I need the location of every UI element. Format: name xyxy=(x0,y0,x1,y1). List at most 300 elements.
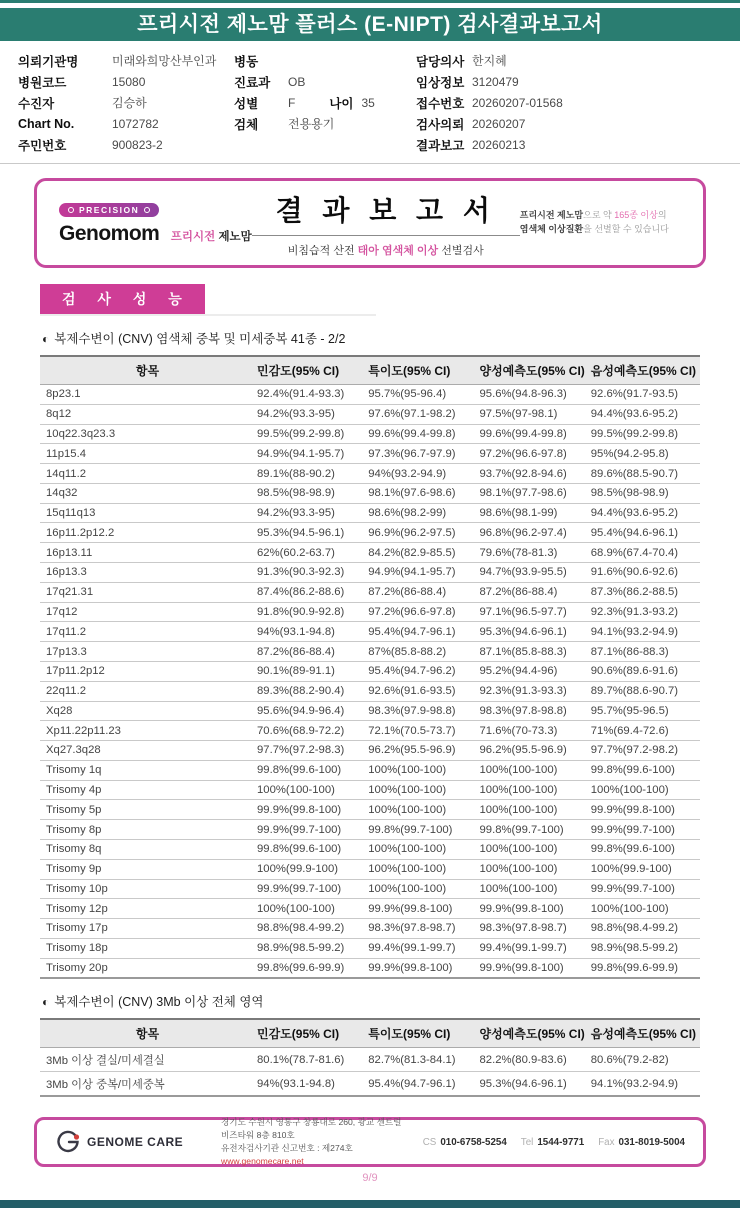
section-title-test-performance: 검 사 성 능 xyxy=(40,284,205,314)
info-row xyxy=(416,113,740,134)
value-cell: 97.2%(96.6-97.8) xyxy=(366,602,477,622)
value-cell: 70.6%(68.9-72.2) xyxy=(255,721,366,741)
value-cell: 98.9%(98.5-99.2) xyxy=(255,938,366,958)
value-cell: 94.1%(93.2-94.9) xyxy=(589,622,700,642)
value-cell: 100%(100-100) xyxy=(366,800,477,820)
note-text: 을 선별할 수 있습니다 xyxy=(583,224,669,234)
column-header: 양성예측도(95% CI) xyxy=(478,356,589,385)
item-cell: Trisomy 9p xyxy=(40,859,255,879)
subsection-text: 복제수변이 (CNV) 3Mb 이상 전체 영역 xyxy=(54,995,264,1010)
value-cell: 100%(100-100) xyxy=(366,879,477,899)
item-cell: 16p13.3 xyxy=(40,563,255,583)
info-row xyxy=(18,113,234,134)
value-cell: 84.2%(82.9-85.5) xyxy=(366,543,477,563)
value-cell: 98.3%(97.8-98.8) xyxy=(478,701,589,721)
value-cell: 100%(100-100) xyxy=(589,899,700,919)
patient-info-col-middle xyxy=(234,50,416,155)
item-cell: 22q11.2 xyxy=(40,681,255,701)
contact-label: Tel xyxy=(520,1136,534,1148)
value-cell: 100%(100-100) xyxy=(255,899,366,919)
value-cell: 99.9%(99.7-100) xyxy=(589,879,700,899)
value-cell: 97.5%(97-98.1) xyxy=(478,404,589,424)
item-cell: 14q32 xyxy=(40,483,255,503)
table-row xyxy=(40,681,700,701)
value-cell: 91.6%(90.6-92.6) xyxy=(589,563,700,583)
subtitle-text: 비침습적 산전 xyxy=(287,244,358,257)
field-value: 20260207-01568 xyxy=(472,95,563,110)
value-cell: 98.3%(97.9-98.8) xyxy=(366,701,477,721)
item-cell: 15q11q13 xyxy=(40,503,255,523)
value-cell: 87.1%(85.8-88.3) xyxy=(478,642,589,662)
item-cell: Trisomy 20p xyxy=(40,958,255,978)
column-header: 특이도(95% CI) xyxy=(366,1019,477,1048)
table-row xyxy=(40,958,700,978)
value-cell: 82.7%(81.3-84.1) xyxy=(366,1048,477,1072)
value-cell: 97.2%(96.6-97.8) xyxy=(478,444,589,464)
value-cell: 95.4%(94.7-96.2) xyxy=(366,661,477,681)
dot-icon xyxy=(68,207,74,213)
section-tab-strip xyxy=(40,284,376,316)
field-value: 900823-2 xyxy=(112,137,163,152)
subtitle-text: 선별검사 xyxy=(438,244,484,257)
value-cell: 72.1%(70.5-73.7) xyxy=(366,721,477,741)
table-row xyxy=(40,721,700,741)
table-row xyxy=(40,919,700,939)
field-value: 15080 xyxy=(112,74,146,89)
value-cell: 97.7%(97.2-98.2) xyxy=(589,741,700,761)
report-banner-subtitle xyxy=(252,235,520,258)
item-cell: 17p11.2p12 xyxy=(40,661,255,681)
column-header: 음성예측도(95% CI) xyxy=(589,1019,700,1048)
value-cell: 93.7%(92.8-94.6) xyxy=(478,464,589,484)
table-row xyxy=(40,741,700,761)
value-cell: 95.6%(94.8-96.3) xyxy=(478,385,589,405)
item-cell: Trisomy 5p xyxy=(40,800,255,820)
value-cell: 92.6%(91.6-93.5) xyxy=(366,681,477,701)
precision-badge-label: PRECISION xyxy=(79,205,140,215)
value-cell: 99.4%(99.1-99.7) xyxy=(478,938,589,958)
column-header: 항목 xyxy=(40,356,255,385)
field-value: 1072782 xyxy=(112,116,159,131)
item-cell: Trisomy 1q xyxy=(40,760,255,780)
info-row xyxy=(18,134,234,155)
value-cell: 62%(60.2-63.7) xyxy=(255,543,366,563)
patient-info-col-right xyxy=(416,50,740,155)
table-row xyxy=(40,582,700,602)
field-value: 한지혜 xyxy=(472,54,507,68)
value-cell: 94%(93.1-94.8) xyxy=(255,1072,366,1096)
value-cell: 99.9%(99.8-100) xyxy=(589,800,700,820)
field-label: 나이 xyxy=(329,96,354,111)
value-cell: 92.4%(91.4-93.3) xyxy=(255,385,366,405)
value-cell: 94.2%(93.3-95) xyxy=(255,503,366,523)
table-row xyxy=(40,622,700,642)
item-cell: Trisomy 17p xyxy=(40,919,255,939)
field-label: 결과보고 xyxy=(416,138,465,153)
value-cell: 90.6%(89.6-91.6) xyxy=(589,661,700,681)
value-cell: 94%(93.1-94.8) xyxy=(255,622,366,642)
note-bold: 염색체 이상질환 xyxy=(519,224,584,234)
item-cell: Trisomy 8q xyxy=(40,839,255,859)
value-cell: 99.8%(99.6-100) xyxy=(255,760,366,780)
value-cell: 100%(100-100) xyxy=(255,780,366,800)
table-row xyxy=(40,503,700,523)
value-cell: 100%(100-100) xyxy=(366,780,477,800)
value-cell: 99.5%(99.2-99.8) xyxy=(255,424,366,444)
table-row xyxy=(40,642,700,662)
field-value: 김승하 xyxy=(112,96,147,110)
item-cell: 8q12 xyxy=(40,404,255,424)
value-cell: 96.2%(95.5-96.9) xyxy=(478,741,589,761)
table-row xyxy=(40,404,700,424)
contact-value: 010-6758-5254 xyxy=(440,1136,507,1148)
contact-value: 031-8019-5004 xyxy=(618,1136,685,1148)
value-cell: 99.6%(99.4-99.8) xyxy=(478,424,589,444)
table-row xyxy=(40,701,700,721)
column-header: 민감도(95% CI) xyxy=(255,1019,366,1048)
value-cell: 87.2%(86-88.4) xyxy=(478,582,589,602)
value-cell: 99.5%(99.2-99.8) xyxy=(589,424,700,444)
value-cell: 100%(100-100) xyxy=(366,859,477,879)
patient-info-col-left xyxy=(18,50,234,155)
item-cell: Trisomy 4p xyxy=(40,780,255,800)
value-cell: 100%(100-100) xyxy=(478,839,589,859)
value-cell: 98.3%(97.8-98.7) xyxy=(366,919,477,939)
note-accent: 165종 이상 xyxy=(614,210,658,221)
value-cell: 89.7%(88.6-90.7) xyxy=(589,681,700,701)
precision-badge xyxy=(59,203,159,217)
item-cell: Trisomy 10p xyxy=(40,879,255,899)
value-cell: 99.9%(99.8-100) xyxy=(366,899,477,919)
value-cell: 99.4%(99.1-99.7) xyxy=(366,938,477,958)
column-header: 특이도(95% CI) xyxy=(366,356,477,385)
field-label: 검체 xyxy=(234,117,259,132)
item-cell: Xp11.22p11.23 xyxy=(40,721,255,741)
field-label: 병원코드 xyxy=(18,75,67,90)
value-cell: 100%(100-100) xyxy=(366,760,477,780)
genome-care-logo-icon xyxy=(55,1129,81,1155)
value-cell: 98.9%(98.5-99.2) xyxy=(589,938,700,958)
value-cell: 89.6%(88.5-90.7) xyxy=(589,464,700,484)
field-label: 수진자 xyxy=(18,96,55,111)
value-cell: 100%(100-100) xyxy=(478,879,589,899)
note-bold: 프리시전 제노맘 xyxy=(519,210,584,221)
value-cell: 71.6%(70-73.3) xyxy=(478,721,589,741)
value-cell: 94.7%(93.9-95.5) xyxy=(478,563,589,583)
value-cell: 100%(100-100) xyxy=(478,800,589,820)
value-cell: 80.6%(79.2-82) xyxy=(589,1048,700,1072)
value-cell: 97.6%(97.1-98.2) xyxy=(366,404,477,424)
value-cell: 99.8%(99.6-100) xyxy=(255,839,366,859)
value-cell: 91.8%(90.9-92.8) xyxy=(255,602,366,622)
dot-icon xyxy=(144,207,150,213)
value-cell: 100%(100-100) xyxy=(366,839,477,859)
value-cell: 87.3%(86.2-88.5) xyxy=(589,582,700,602)
report-title-bar: 프리시전 제노맘 플러스 (E-NIPT) 검사결과보고서 xyxy=(0,8,740,41)
note-text: 의 xyxy=(657,210,667,221)
value-cell: 94.1%(93.2-94.9) xyxy=(589,1072,700,1096)
value-cell: 98.3%(97.8-98.7) xyxy=(478,919,589,939)
column-header: 양성예측도(95% CI) xyxy=(478,1019,589,1048)
table-row xyxy=(40,1072,700,1096)
value-cell: 95.4%(94.6-96.1) xyxy=(589,523,700,543)
table-row xyxy=(40,780,700,800)
value-cell: 71%(69.4-72.6) xyxy=(589,721,700,741)
page-number: 9/9 xyxy=(362,1172,378,1184)
info-row xyxy=(234,92,416,113)
top-rule xyxy=(0,0,740,3)
subsection-text: 복제수변이 (CNV) 염색체 중복 및 미세중복 41종 - 2/2 xyxy=(54,332,346,346)
table-row xyxy=(40,563,700,583)
value-cell: 94%(93.2-94.9) xyxy=(366,464,477,484)
company-address xyxy=(221,1116,407,1168)
field-value: 3120479 xyxy=(472,74,519,89)
field-label: 임상정보 xyxy=(416,75,465,90)
value-cell: 99.8%(99.6-99.9) xyxy=(255,958,366,978)
genomom-logo xyxy=(59,200,252,246)
table-row xyxy=(40,1048,700,1072)
value-cell: 87.2%(86-88.4) xyxy=(366,582,477,602)
footer xyxy=(34,1117,706,1167)
value-cell: 100%(100-100) xyxy=(478,859,589,879)
note-text: 으로 약 xyxy=(583,210,615,221)
value-cell: 99.9%(99.8-100) xyxy=(255,800,366,820)
value-cell: 98.5%(98-98.9) xyxy=(255,483,366,503)
value-cell: 94.9%(94.1-95.7) xyxy=(366,563,477,583)
contact-info xyxy=(423,1137,685,1148)
value-cell: 97.1%(96.5-97.7) xyxy=(478,602,589,622)
value-cell: 99.8%(99.7-100) xyxy=(366,820,477,840)
info-row xyxy=(18,92,234,113)
field-value: 미래와희망산부인과 xyxy=(112,54,217,68)
field-value: 35 xyxy=(361,95,375,110)
website-link[interactable]: www.genomecare.net xyxy=(221,1155,304,1166)
result-report-banner xyxy=(34,178,706,268)
value-cell: 98.8%(98.4-99.2) xyxy=(589,919,700,939)
field-value: 20260207 xyxy=(472,116,526,131)
item-cell: Xq27.3q28 xyxy=(40,741,255,761)
table-row xyxy=(40,899,700,919)
value-cell: 96.8%(96.2-97.4) xyxy=(478,523,589,543)
report-banner-title: 결 과 보 고 서 xyxy=(275,194,496,226)
value-cell: 95.3%(94.5-96.1) xyxy=(255,523,366,543)
column-header: 항목 xyxy=(40,1019,255,1048)
value-cell: 87.2%(86-88.4) xyxy=(255,642,366,662)
field-label: 접수번호 xyxy=(416,96,465,111)
value-cell: 95.3%(94.6-96.1) xyxy=(478,622,589,642)
company-name: GENOME CARE xyxy=(87,1135,184,1149)
value-cell: 94.2%(93.3-95) xyxy=(255,404,366,424)
value-cell: 94.4%(93.6-95.2) xyxy=(589,404,700,424)
item-cell: Trisomy 18p xyxy=(40,938,255,958)
table-row xyxy=(40,661,700,681)
contact-label: Fax xyxy=(598,1136,615,1148)
info-row xyxy=(234,113,416,134)
value-cell: 100%(100-100) xyxy=(478,760,589,780)
value-cell: 87.1%(86-88.3) xyxy=(589,642,700,662)
value-cell: 99.8%(99.6-100) xyxy=(589,839,700,859)
value-cell: 91.3%(90.3-92.3) xyxy=(255,563,366,583)
value-cell: 79.6%(78-81.3) xyxy=(478,543,589,563)
banner-note xyxy=(520,209,681,237)
table-row xyxy=(40,464,700,484)
contact-label: CS xyxy=(422,1136,437,1148)
info-row xyxy=(234,50,416,71)
field-label: Chart No. xyxy=(18,116,75,131)
table-row xyxy=(40,820,700,840)
value-cell: 87.4%(86.2-88.6) xyxy=(255,582,366,602)
field-label: 담당의사 xyxy=(416,54,465,69)
value-cell: 99.6%(99.4-99.8) xyxy=(366,424,477,444)
item-cell: 17q12 xyxy=(40,602,255,622)
value-cell: 100%(100-100) xyxy=(478,780,589,800)
info-row xyxy=(18,50,234,71)
value-cell: 99.9%(99.7-100) xyxy=(255,820,366,840)
subsection-title-cnv-3mb xyxy=(42,992,740,1010)
value-cell: 95.2%(94.4-96) xyxy=(478,661,589,681)
value-cell: 98.8%(98.4-99.2) xyxy=(255,919,366,939)
value-cell: 80.1%(78.7-81.6) xyxy=(255,1048,366,1072)
column-header: 음성예측도(95% CI) xyxy=(589,356,700,385)
table-row xyxy=(40,602,700,622)
value-cell: 92.3%(91.3-93.2) xyxy=(589,602,700,622)
info-row xyxy=(18,71,234,92)
half-circle-icon: ◐ xyxy=(42,995,50,1010)
value-cell: 92.3%(91.3-93.3) xyxy=(478,681,589,701)
field-label: 검사의뢰 xyxy=(416,117,465,132)
table-row xyxy=(40,444,700,464)
item-cell: 17p13.3 xyxy=(40,642,255,662)
value-cell: 95.4%(94.7-96.1) xyxy=(366,1072,477,1096)
field-value: 20260213 xyxy=(472,137,526,152)
field-label: 성별 xyxy=(234,96,259,111)
value-cell: 98.1%(97.7-98.6) xyxy=(478,483,589,503)
value-cell: 99.9%(99.8-100) xyxy=(478,899,589,919)
value-cell: 99.9%(99.8-100) xyxy=(478,958,589,978)
value-cell: 99.8%(99.6-99.9) xyxy=(589,958,700,978)
table-header-row xyxy=(40,356,700,385)
item-cell: Trisomy 12p xyxy=(40,899,255,919)
info-row xyxy=(234,71,416,92)
table-row xyxy=(40,760,700,780)
brand-kr-accent: 프리시전 xyxy=(170,231,216,243)
value-cell: 99.9%(99.7-100) xyxy=(255,879,366,899)
value-cell: 96.9%(96.2-97.5) xyxy=(366,523,477,543)
item-cell: Trisomy 8p xyxy=(40,820,255,840)
brand-kr: 제노맘 xyxy=(218,231,252,243)
genome-care-logo xyxy=(55,1129,205,1155)
field-label: 진료과 xyxy=(234,75,271,90)
value-cell: 97.7%(97.2-98.3) xyxy=(255,741,366,761)
table-row xyxy=(40,424,700,444)
value-cell: 68.9%(67.4-70.4) xyxy=(589,543,700,563)
table-row xyxy=(40,800,700,820)
cnv-3mb-performance-table xyxy=(40,1018,700,1097)
table-row xyxy=(40,839,700,859)
value-cell: 100%(99.9-100) xyxy=(255,859,366,879)
info-row xyxy=(416,134,740,155)
subtitle-accent: 태아 염색체 이상 xyxy=(357,244,439,257)
value-cell: 95.7%(95-96.5) xyxy=(589,701,700,721)
info-row xyxy=(416,71,740,92)
item-cell: 17q21.31 xyxy=(40,582,255,602)
patient-info-section xyxy=(0,41,740,164)
table-row xyxy=(40,859,700,879)
info-row xyxy=(416,50,740,71)
value-cell: 98.6%(98.2-99) xyxy=(366,503,477,523)
value-cell: 96.2%(95.5-96.9) xyxy=(366,741,477,761)
item-cell: 3Mb 이상 중복/미세중복 xyxy=(40,1072,255,1096)
value-cell: 99.9%(99.8-100) xyxy=(366,958,477,978)
item-cell: 17q11.2 xyxy=(40,622,255,642)
value-cell: 95.3%(94.6-96.1) xyxy=(478,1072,589,1096)
table-row xyxy=(40,483,700,503)
item-cell: 10q22.3q23.3 xyxy=(40,424,255,444)
value-cell: 89.3%(88.2-90.4) xyxy=(255,681,366,701)
value-cell: 94.4%(93.6-95.2) xyxy=(589,503,700,523)
item-cell: 16p13.11 xyxy=(40,543,255,563)
value-cell: 100%(99.9-100) xyxy=(589,859,700,879)
value-cell: 97.3%(96.7-97.9) xyxy=(366,444,477,464)
field-value: F xyxy=(288,95,296,110)
value-cell: 98.1%(97.6-98.6) xyxy=(366,483,477,503)
column-header: 민감도(95% CI) xyxy=(255,356,366,385)
value-cell: 95.4%(94.7-96.1) xyxy=(366,622,477,642)
value-cell: 89.1%(88-90.2) xyxy=(255,464,366,484)
value-cell: 98.5%(98-98.9) xyxy=(589,483,700,503)
value-cell: 99.9%(99.7-100) xyxy=(589,820,700,840)
item-cell: 14q11.2 xyxy=(40,464,255,484)
cnv-performance-table xyxy=(40,355,700,979)
field-label: 주민번호 xyxy=(18,138,67,153)
brand-name: Genomom xyxy=(59,222,160,245)
value-cell: 92.6%(91.7-93.5) xyxy=(589,385,700,405)
value-cell: 87%(85.8-88.2) xyxy=(366,642,477,662)
subsection-title-cnv-41 xyxy=(42,329,740,347)
value-cell: 95.6%(94.9-96.4) xyxy=(255,701,366,721)
field-label: 의뢰기관명 xyxy=(18,54,79,69)
table-row xyxy=(40,523,700,543)
value-cell: 98.6%(98.1-99) xyxy=(478,503,589,523)
value-cell: 90.1%(89-91.1) xyxy=(255,661,366,681)
address-line2: 유전자검사기관 신고번호 : 제274호 xyxy=(221,1143,353,1153)
table-row xyxy=(40,543,700,563)
item-cell: 8p23.1 xyxy=(40,385,255,405)
item-cell: 3Mb 이상 결실/미세결실 xyxy=(40,1048,255,1072)
table-row xyxy=(40,385,700,405)
contact-value: 1544-9771 xyxy=(537,1136,585,1148)
field-label: 병동 xyxy=(234,54,259,69)
table-header-row xyxy=(40,1019,700,1048)
info-row xyxy=(416,92,740,113)
field-value: 전용용기 xyxy=(288,117,335,131)
value-cell: 82.2%(80.9-83.6) xyxy=(478,1048,589,1072)
value-cell: 95%(94.2-95.8) xyxy=(589,444,700,464)
table-row xyxy=(40,938,700,958)
item-cell: 11p15.4 xyxy=(40,444,255,464)
half-circle-icon: ◐ xyxy=(42,332,50,346)
value-cell: 99.8%(99.7-100) xyxy=(478,820,589,840)
value-cell: 94.9%(94.1-95.7) xyxy=(255,444,366,464)
value-cell: 100%(100-100) xyxy=(589,780,700,800)
value-cell: 95.7%(95-96.4) xyxy=(366,385,477,405)
value-cell: 99.8%(99.6-100) xyxy=(589,760,700,780)
item-cell: Xq28 xyxy=(40,701,255,721)
bottom-strip xyxy=(0,1200,740,1208)
field-value: OB xyxy=(288,74,306,89)
item-cell: 16p11.2p12.2 xyxy=(40,523,255,543)
address-line1: 경기도 수원시 영통구 창룡대로 260, 광교 센트럴비즈타워 8층 810호 xyxy=(221,1117,402,1141)
